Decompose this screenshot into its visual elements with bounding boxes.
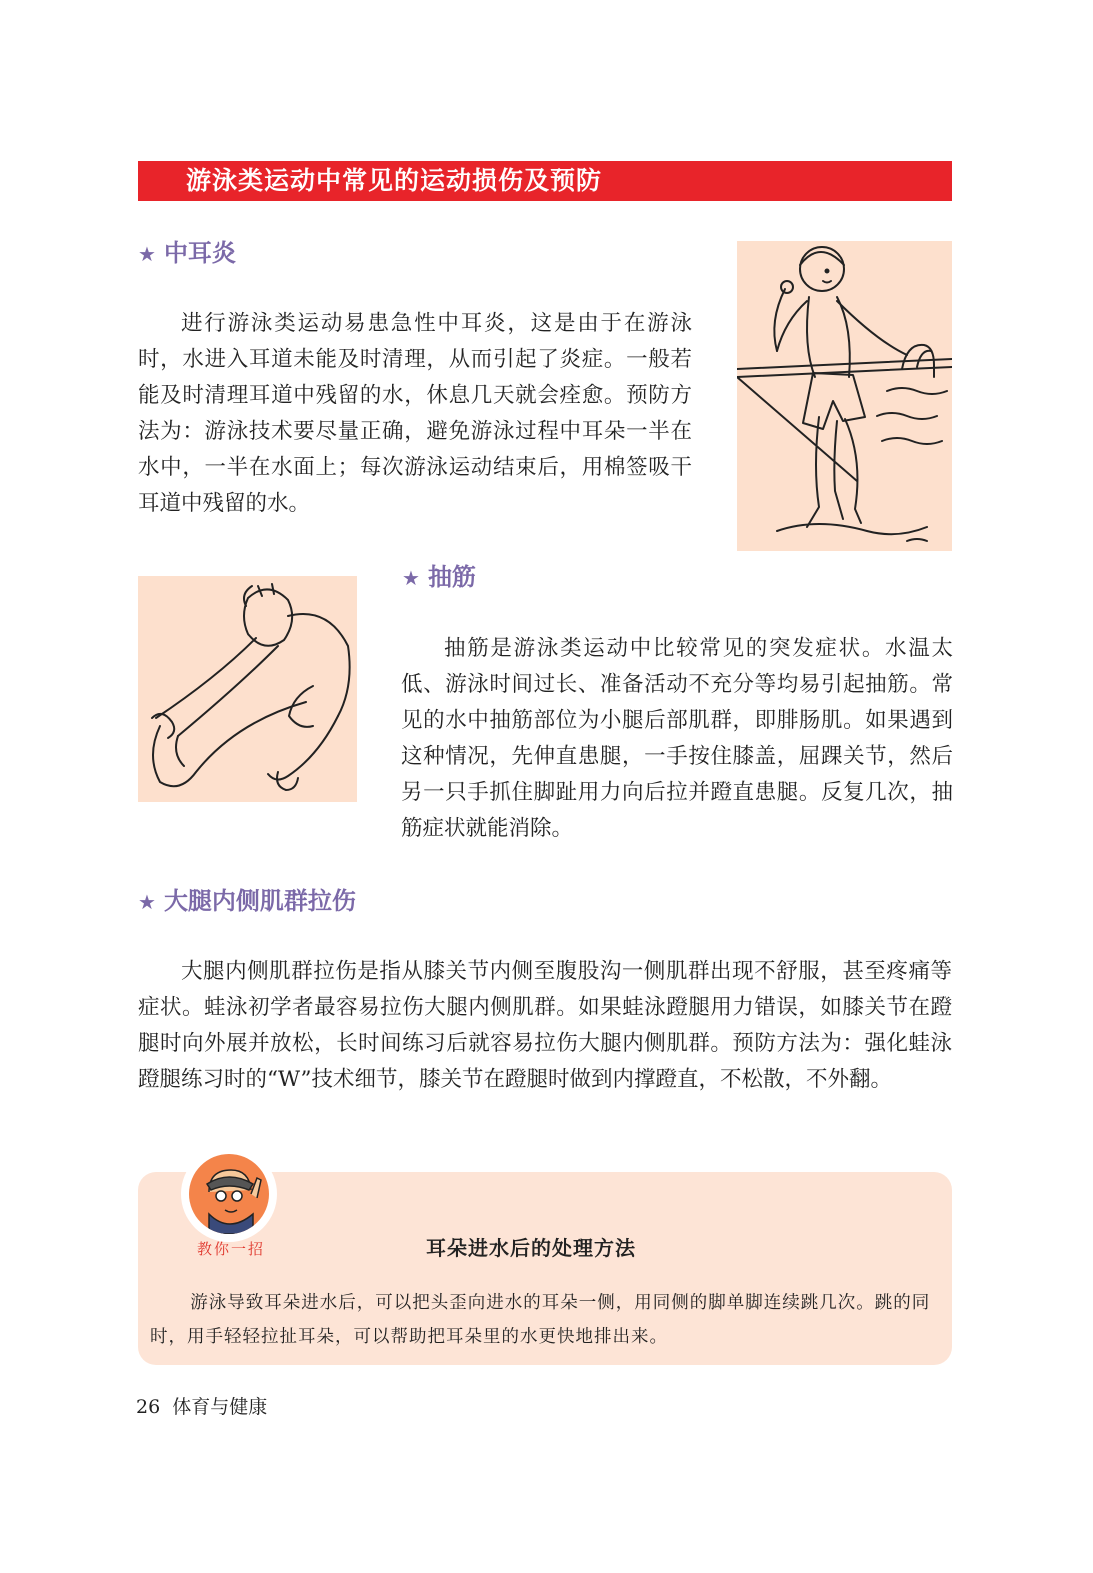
tip-text: 游泳导致耳朵进水后，可以把头歪向进水的耳朵一侧，用同侧的脚单脚连续跳几次。跳的同时，用手轻轻拉扯耳朵，可以帮助把耳朵里的水更快地排出来。 bbox=[150, 1293, 931, 1347]
section-title-text: 中耳炎 bbox=[163, 239, 236, 267]
swimmer-ear-illustration bbox=[737, 241, 952, 551]
section-title-text: 大腿内侧肌群拉伤 bbox=[163, 887, 356, 915]
paragraph-otitis: 进行游泳类运动易患急性中耳炎，这是由于在游泳时，水进入耳道未能及时清理，从而引起了炎症。一般若能及时清理耳道中残留的水，休息几天就会痊愈。预防方法为：游泳技术要尽量正确，避免游泳过程中耳朵一半在水中，一半在水面上；每次游泳运动结束后，用棉签吸干耳道中残留的水。 bbox=[138, 311, 692, 516]
boy-stretching-leg-icon bbox=[138, 576, 357, 802]
tip-title: 耳朵进水后的处理方法 bbox=[426, 1236, 636, 1260]
paragraph-thigh-strain: 大腿内侧肌群拉伤是指从膝关节内侧至腹股沟一侧肌群出现不舒服，甚至疼痛等症状。蛙泳初学者最容易拉伤大腿内侧肌群。如果蛙泳蹬腿用力错误，如膝关节在蹬腿时向外展并放松，长时间练习后就容易拉伤大腿内侧肌群。预防方法为：强化蛙泳蹬腿练习时的“W”技术细节，膝关节在蹬腿时做到内撑蹬直，不松散，不外翻。 bbox=[138, 959, 952, 1092]
paragraph-cramp: 抽筋是游泳类运动中比较常见的突发症状。水温太低、游泳时间过长、准备活动不充分等均易引起抽筋。常见的水中抽筋部位为小腿后部肌群，即腓肠肌。如果遇到这种情况，先伸直患腿，一手按住膝盖，屈踝关节，然后另一只手抓住脚趾用力向后拉并蹬直患腿。反复几次，抽筋症状就能消除。 bbox=[401, 636, 953, 841]
page-footer bbox=[136, 1392, 267, 1419]
star-icon: ★ bbox=[138, 890, 156, 914]
section-banner bbox=[138, 161, 952, 201]
section-title-otitis bbox=[138, 238, 236, 269]
star-icon: ★ bbox=[402, 566, 420, 590]
teacher-cartoon-icon bbox=[189, 1154, 269, 1234]
tip-label: 教你一招 bbox=[197, 1240, 266, 1258]
boy-clearing-ear-icon bbox=[737, 241, 952, 551]
banner-title: 游泳类运动中常见的运动损伤及预防 bbox=[186, 166, 603, 195]
book-title: 体育与健康 bbox=[172, 1396, 268, 1418]
section-title-thigh-strain bbox=[138, 886, 356, 917]
tip-badge bbox=[181, 1146, 277, 1242]
section-title-text: 抽筋 bbox=[427, 563, 476, 591]
stretching-illustration bbox=[138, 576, 357, 802]
page-number: 26 bbox=[136, 1396, 161, 1418]
star-icon: ★ bbox=[138, 242, 156, 266]
section-title-cramp bbox=[402, 562, 476, 593]
